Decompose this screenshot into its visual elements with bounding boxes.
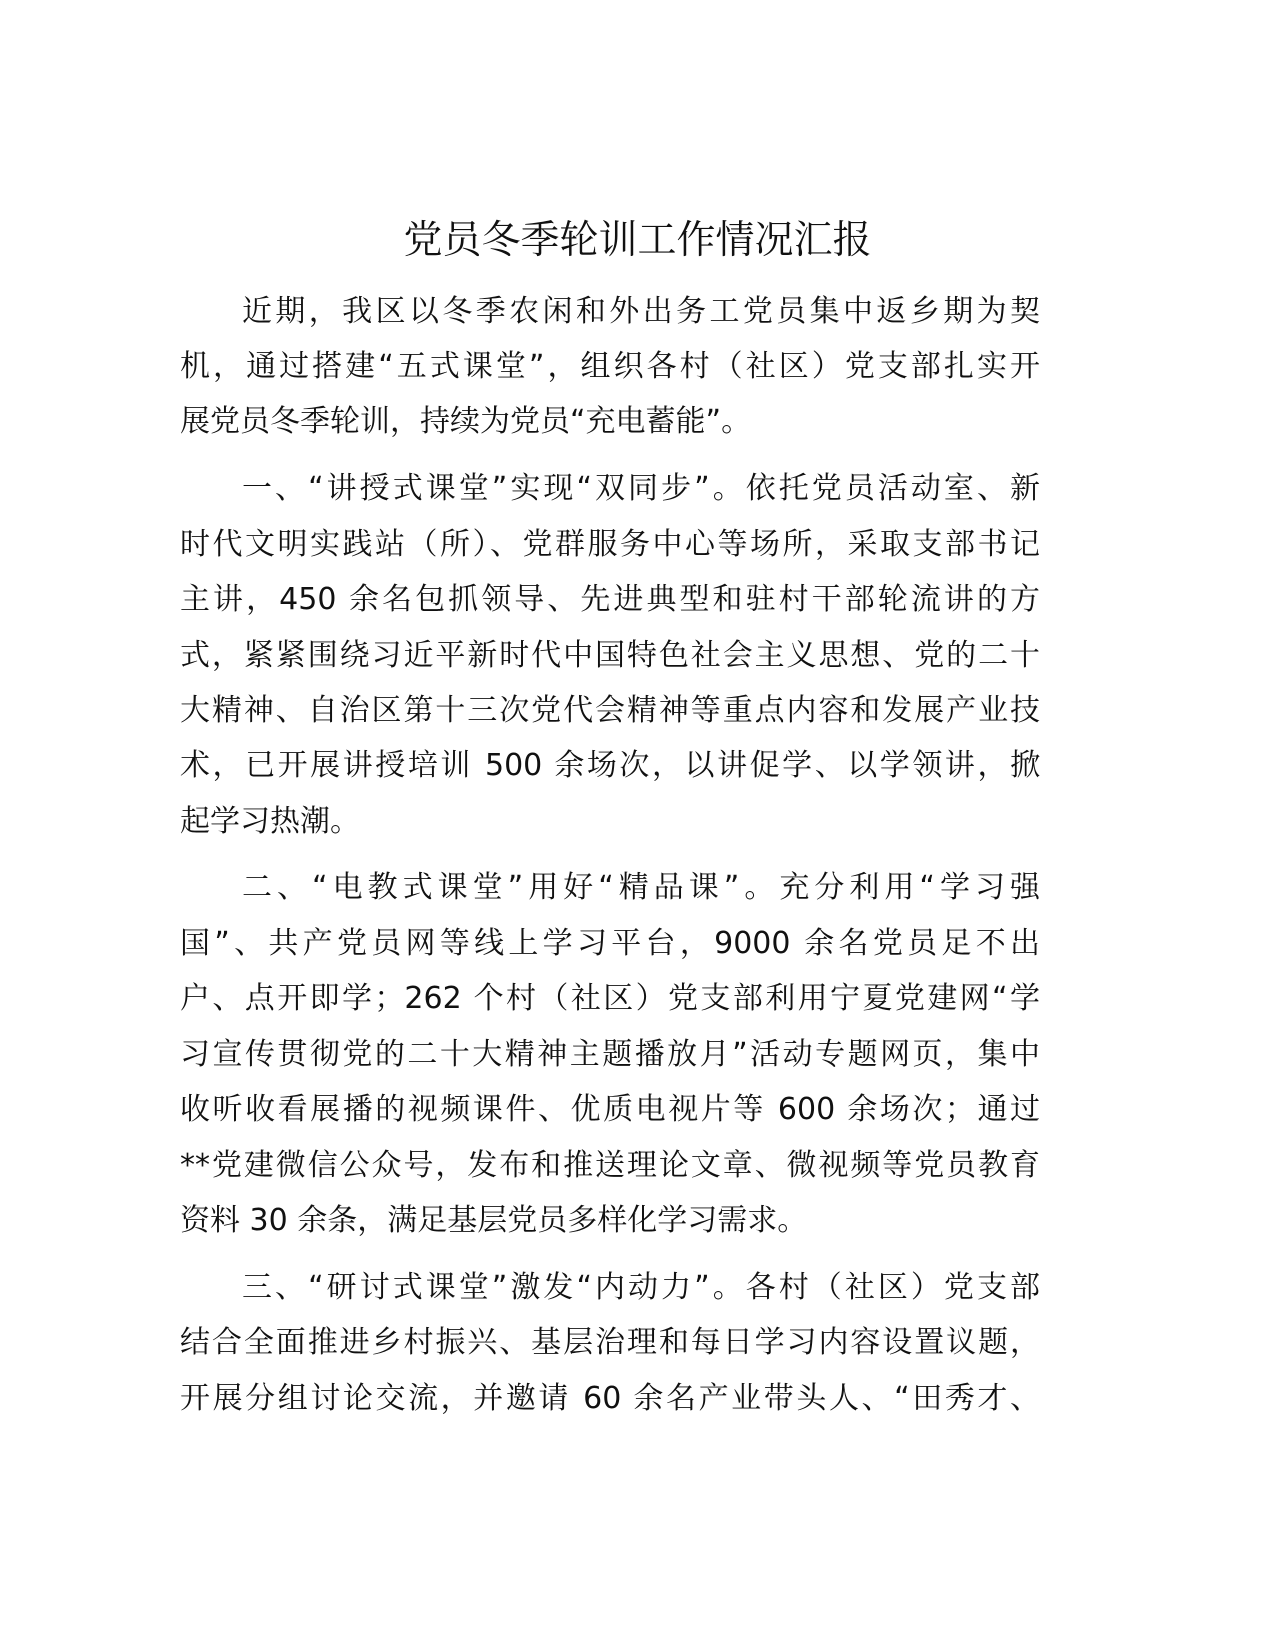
text-line: 起学习热潮。 xyxy=(180,804,360,839)
text-line: 收听收看展播的视频课件、优质电视片等 600 余场次；通过 xyxy=(180,1092,1040,1127)
text-line: 三、“研讨式课堂”激发“内动力”。各村（社区）党支部 xyxy=(242,1270,1040,1305)
text-line: 展党员冬季轮训，持续为党员“充电蓄能”。 xyxy=(180,404,752,439)
document-title: 党员冬季轮训工作情况汇报 xyxy=(403,218,872,263)
text-line: 时代文明实践站（所）、党群服务中心等场所，采取支部书记 xyxy=(180,527,1040,562)
text-line: 式，紧紧围绕习近平新时代中国特色社会主义思想、党的二十 xyxy=(180,638,1040,673)
text-line: 资料 30 余条，满足基层党员多样化学习需求。 xyxy=(180,1203,808,1238)
text-line: 开展分组讨论交流，并邀请 60 余名产业带头人、“田秀才、 xyxy=(180,1381,1040,1416)
text-line: 结合全面推进乡村振兴、基层治理和每日学习内容设置议题， xyxy=(180,1325,1040,1360)
text-line: **党建微信公众号，发布和推送理论文章、微视频等党员教育 xyxy=(180,1148,1040,1183)
text-line: 国”、共产党员网等线上学习平台，9000 余名党员足不出 xyxy=(180,926,1040,961)
text-line: 大精神、自治区第十三次党代会精神等重点内容和发展产业技 xyxy=(180,693,1040,728)
text-line: 户、点开即学；262 个村（社区）党支部利用宁夏党建网“学 xyxy=(180,981,1040,1016)
text-line: 主讲，450 余名包抓领导、先进典型和驻村干部轮流讲的方 xyxy=(180,582,1040,617)
text-line: 机，通过搭建“五式课堂”，组织各村（社区）党支部扎实开 xyxy=(180,349,1040,384)
text-line: 术，已开展讲授培训 500 余场次，以讲促学、以学领讲，掀 xyxy=(180,748,1040,783)
text-line: 习宣传贯彻党的二十大精神主题播放月”活动专题网页，集中 xyxy=(180,1037,1040,1072)
text-line: 近期，我区以冬季农闲和外出务工党员集中返乡期为契 xyxy=(242,294,1040,329)
text-line: 一、“讲授式课堂”实现“双同步”。依托党员活动室、新 xyxy=(242,471,1040,506)
text-line: 二、“电教式课堂”用好“精品课”。充分利用“学习强 xyxy=(242,870,1040,905)
